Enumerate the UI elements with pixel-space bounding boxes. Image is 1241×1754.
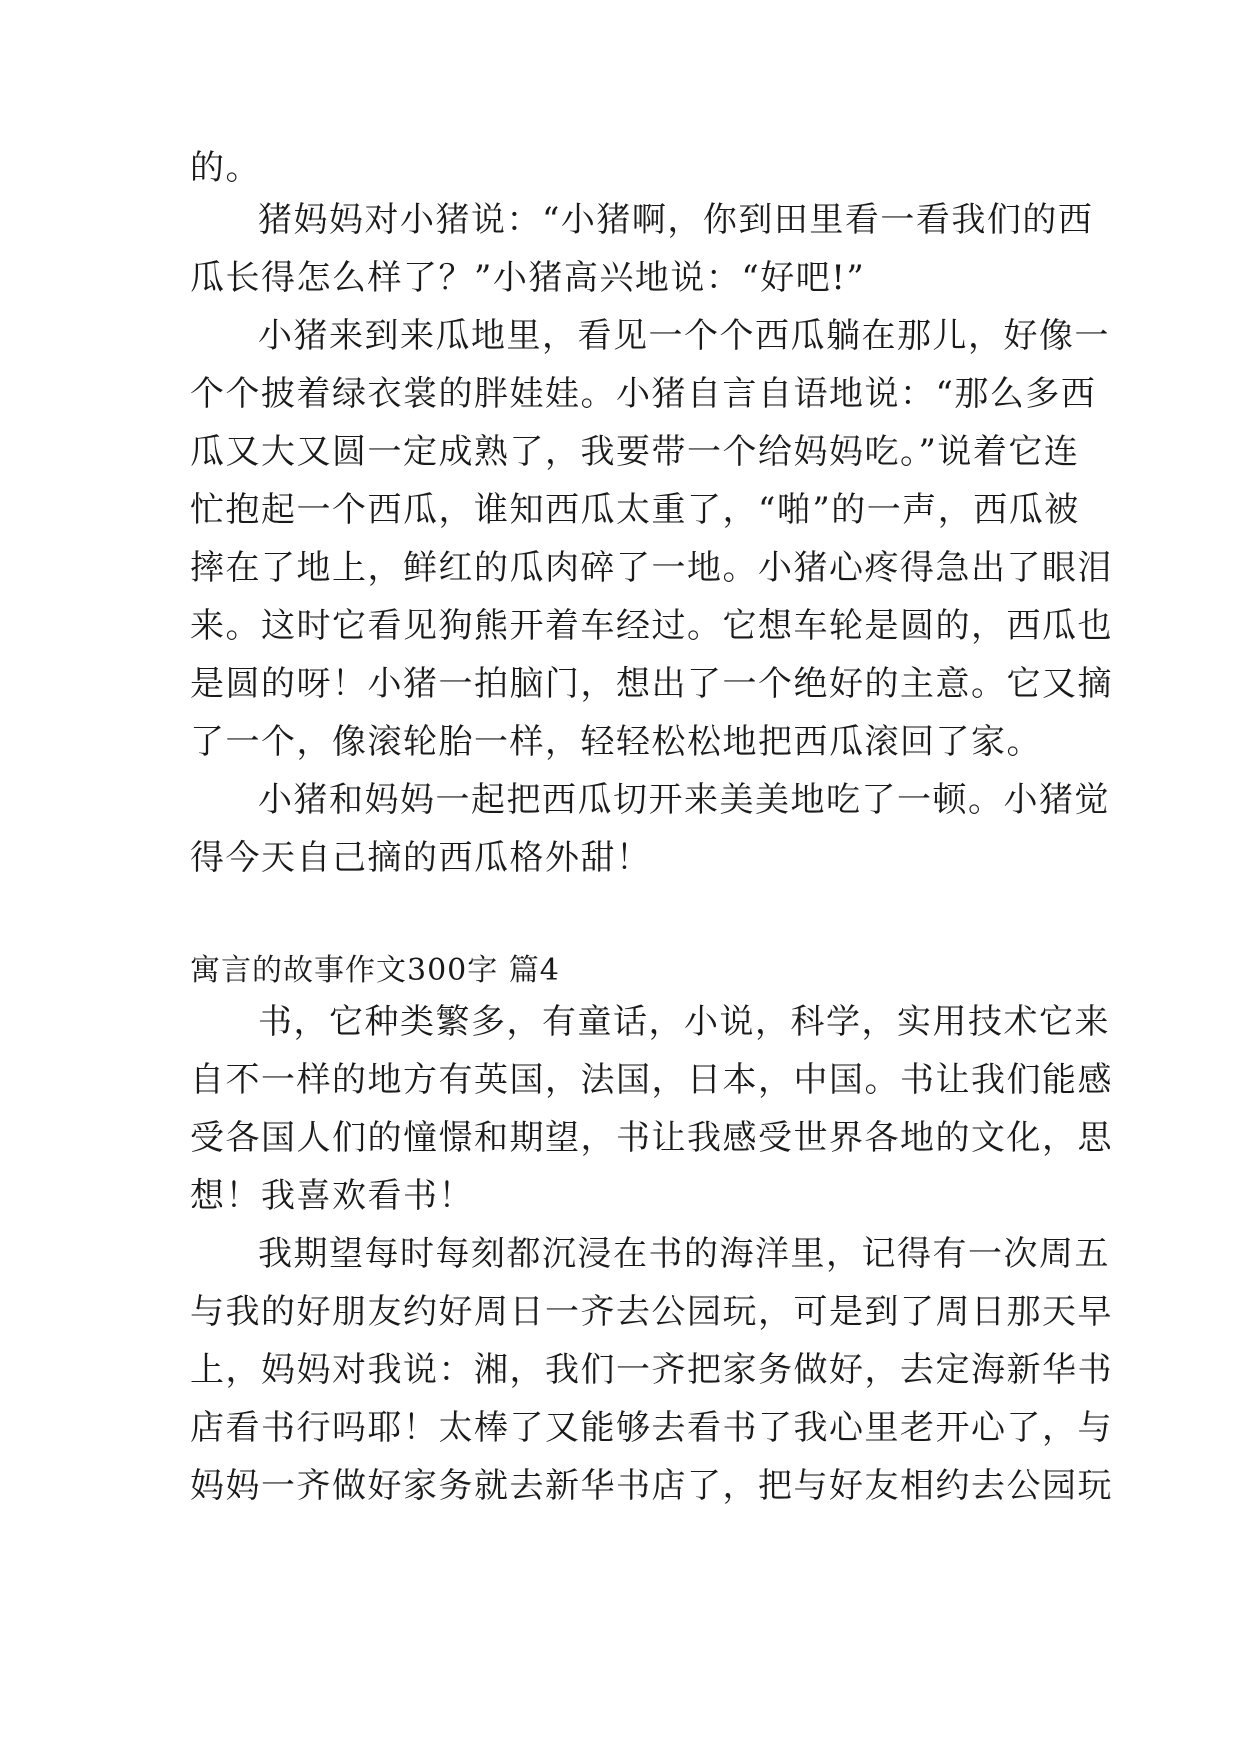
paragraph-line: 摔在了地上，鲜红的瓜肉碎了一地。小猪心疼得急出了眼泪 — [190, 548, 1113, 588]
paragraph-line: 我期望每时每刻都沉浸在书的海洋里，记得有一次周五 — [258, 1234, 1110, 1274]
paragraph-line: 是圆的呀！小猪一拍脑门，想出了一个绝好的主意。它又摘 — [190, 664, 1113, 704]
paragraph-line: 上，妈妈对我说：湘，我们一齐把家务做好，去定海新华书 — [190, 1350, 1113, 1390]
paragraph-line: 书，它种类繁多，有童话，小说，科学，实用技术它来 — [258, 1002, 1110, 1042]
paragraph-line: 的。 — [190, 148, 261, 188]
paragraph-line: 忙抱起一个西瓜，谁知西瓜太重了，“啪”的一声，西瓜被 — [190, 490, 1080, 530]
paragraph-line: 得今天自己摘的西瓜格外甜！ — [190, 838, 652, 878]
paragraph-line: 了一个，像滚轮胎一样，轻轻松松地把西瓜滚回了家。 — [190, 722, 1042, 762]
paragraph-line: 与我的好朋友约好周日一齐去公园玩，可是到了周日那天早 — [190, 1292, 1113, 1332]
paragraph-line: 自不一样的地方有英国，法国，日本，中国。书让我们能感 — [190, 1060, 1113, 1100]
paragraph-line: 想！我喜欢看书！ — [190, 1176, 474, 1216]
paragraph-line: 受各国人们的憧憬和期望，书让我感受世界各地的文化，思 — [190, 1118, 1113, 1158]
paragraph-line: 妈妈一齐做好家务就去新华书店了，把与好友相约去公园玩 — [190, 1466, 1113, 1506]
paragraph-line: 小猪来到来瓜地里，看见一个个西瓜躺在那儿，好像一 — [258, 316, 1110, 356]
paragraph-line: 来。这时它看见狗熊开着车经过。它想车轮是圆的，西瓜也 — [190, 606, 1113, 646]
section-heading: 寓言的故事作文300字 篇4 — [190, 953, 560, 988]
paragraph-line: 小猪和妈妈一起把西瓜切开来美美地吃了一顿。小猪觉 — [258, 780, 1110, 820]
paragraph-line: 瓜又大又圆一定成熟了，我要带一个给妈妈吃。”说着它连 — [190, 432, 1080, 472]
paragraph-line: 瓜长得怎么样了？”小猪高兴地说：“好吧!” — [190, 258, 866, 298]
paragraph-line: 个个披着绿衣裳的胖娃娃。小猪自言自语地说：“那么多西 — [190, 374, 1097, 414]
paragraph-line: 猪妈妈对小猪说：“小猪啊，你到田里看一看我们的西 — [258, 200, 1094, 240]
paragraph-line: 店看书行吗耶！太棒了又能够去看书了我心里老开心了，与 — [190, 1408, 1113, 1448]
